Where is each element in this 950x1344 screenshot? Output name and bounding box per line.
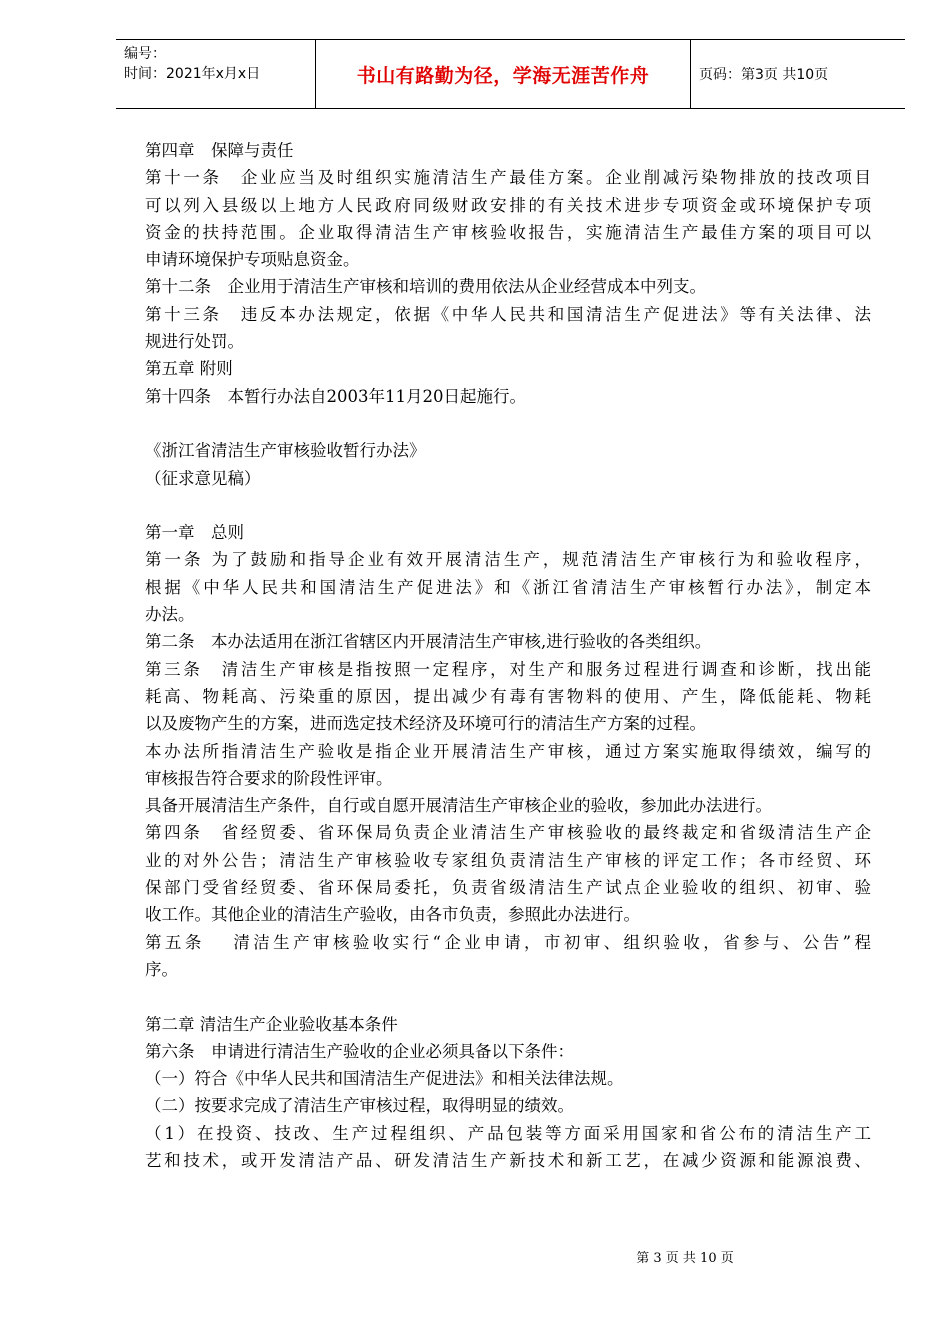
text-line: 序。 <box>145 959 178 979</box>
text-line: 规进行处罚。 <box>145 332 244 352</box>
text-line: 第三条 清洁生产审核是指按照一定程序，对生产和服务过程进行调查和诊断，找出能 <box>145 659 871 679</box>
document-body <box>145 137 871 1174</box>
text-line: 第十一条 企业应当及时组织实施清洁生产最佳方案。企业削减污染物排放的技改项目 <box>145 168 871 188</box>
text-line: 第一条 为了鼓励和指导企业有效开展清洁生产，规范清洁生产审核行为和验收程序， <box>145 550 871 570</box>
text-line: 办法。 <box>145 605 195 625</box>
text-line: 收工作。其他企业的清洁生产验收，由各市负责，参照此办法进行。 <box>145 905 640 925</box>
document-time-label: 时间：2021年x月x日 <box>124 66 261 82</box>
text-line: 以及废物产生的方案，进而选定技术经济及环境可行的清洁生产方案的过程。 <box>145 714 706 734</box>
text-line: （征求意见稿） <box>145 468 261 488</box>
text-line: 根据《中华人民共和国清洁生产促进法》和《浙江省清洁生产审核暂行办法》，制定本 <box>145 577 871 597</box>
text-line: 《浙江省清洁生产审核验收暂行办法》 <box>145 441 426 461</box>
text-line: 第五条 清洁生产审核验收实行“企业申请，市初审、组织验收，省参与、公告”程 <box>145 932 871 952</box>
text-line: 第五章 附则 <box>145 359 233 379</box>
header-motto-cell <box>316 40 691 108</box>
text-line: 第二条 本办法适用在浙江省辖区内开展清洁生产审核,进行验收的各类组织。 <box>145 632 712 652</box>
header-meta-cell <box>116 40 316 108</box>
text-line: 第六条 申请进行清洁生产验收的企业必须具备以下条件： <box>145 1041 574 1061</box>
text-line: 第十三条 违反本办法规定，依据《中华人民共和国清洁生产促进法》等有关法律、法 <box>145 304 871 324</box>
page-footer <box>600 1247 770 1266</box>
text-line: 耗高、物耗高、污染重的原因，提出减少有毒有害物料的使用、产生，降低能耗、物耗 <box>145 686 871 706</box>
page-header <box>116 39 905 109</box>
text-line: 业的对外公告；清洁生产审核验收专家组负责清洁生产审核的评定工作；各市经贸、环 <box>145 850 871 870</box>
text-line: 艺和技术，或开发清洁产品、研发清洁生产新技术和新工艺，在减少资源和能源浪费、 <box>145 1150 871 1170</box>
text-line: 可以列入县级以上地方人民政府同级财政安排的有关技术进步专项资金或环境保护专项 <box>145 195 871 215</box>
text-line: 本办法所指清洁生产验收是指企业开展清洁生产审核，通过方案实施取得绩效，编写的 <box>145 741 871 761</box>
text-line: （二）按要求完成了清洁生产审核过程，取得明显的绩效。 <box>145 1096 574 1116</box>
blank-line <box>145 492 871 519</box>
text-line: 第二章 清洁生产企业验收基本条件 <box>145 1014 398 1034</box>
text-line: 第十四条 本暂行办法自2003年11月20日起施行。 <box>145 386 526 406</box>
text-line: 审核报告符合要求的阶段性评审。 <box>145 768 393 788</box>
text-line: 第一章 总则 <box>145 523 244 543</box>
blank-line <box>145 983 871 1010</box>
document-number-label: 编号： <box>124 46 166 62</box>
text-line: （1）在投资、技改、生产过程组织、产品包装等方面采用国家和省公布的清洁生产工 <box>145 1123 871 1143</box>
text-line: 第四章 保障与责任 <box>145 141 294 160</box>
blank-line <box>145 410 871 437</box>
text-line: 第十二条 企业用于清洁生产审核和培训的费用依法从企业经营成本中列支。 <box>145 277 706 297</box>
footer-page-number: 第 3 页 共 10 页 <box>636 1251 734 1266</box>
text-line: 资金的扶持范围。企业取得清洁生产审核验收报告，实施清洁生产最佳方案的项目可以 <box>145 222 871 242</box>
text-line: 保部门受省经贸委、省环保局委托，负责省级清洁生产试点企业验收的组织、初审、验 <box>145 878 871 898</box>
header-motto: 书山有路勤为径，学海无涯苦作舟 <box>356 64 650 87</box>
header-page-cell <box>691 40 905 108</box>
text-line: 申请环境保护专项贴息资金。 <box>145 250 360 270</box>
text-line: （一）符合《中华人民共和国清洁生产促进法》和相关法律法规。 <box>145 1069 624 1089</box>
text-line: 第四条 省经贸委、省环保局负责企业清洁生产审核验收的最终裁定和省级清洁生产企 <box>145 823 871 843</box>
text-line: 具备开展清洁生产条件，自行或自愿开展清洁生产审核企业的验收，参加此办法进行。 <box>145 796 772 816</box>
header-page-number: 页码：第3页 共10页 <box>699 67 829 83</box>
